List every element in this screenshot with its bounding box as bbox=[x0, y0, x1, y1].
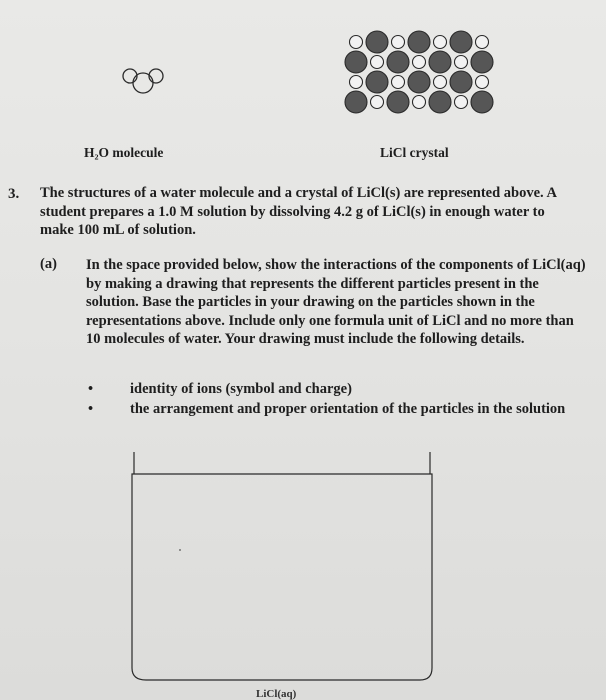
chloride-ion bbox=[345, 51, 367, 73]
detail-text: identity of ions (symbol and charge) bbox=[130, 381, 352, 397]
detail-text: the arrangement and proper orientation of the particles in the solution bbox=[130, 400, 566, 417]
lithium-ion bbox=[371, 56, 384, 69]
bullet-icon: • bbox=[88, 400, 94, 417]
required-details-list bbox=[86, 380, 586, 419]
question-intro: The structures of a water molecule and a crystal of LiCl(s) are represented above. A student prepares a 1.0 M solution by dissolving 4.2 g of LiCl(s) in enough water to make 100 mL of solution. bbox=[40, 185, 557, 238]
chloride-ion bbox=[450, 31, 472, 53]
water-molecule-caption: H₂O molecule bbox=[84, 145, 164, 160]
lithium-ion bbox=[392, 76, 405, 89]
chloride-ion bbox=[387, 91, 409, 113]
part-instructions: In the space provided below, show the interactions of the components of LiCl(aq) by making a drawing that represents the different particles present in the solution. Base the particles in your drawing on the particles shown in the representations above. Include only one formula unit of LiCl and no more than 10 molecules of water. Your drawing must include the following details. bbox=[86, 257, 586, 347]
chloride-ion bbox=[429, 91, 451, 113]
chloride-ion bbox=[387, 51, 409, 73]
lithium-ion bbox=[350, 36, 363, 49]
lithium-ion bbox=[476, 76, 489, 89]
beaker-label: LiCl(aq) bbox=[256, 688, 297, 700]
lithium-ion bbox=[455, 96, 468, 109]
chloride-ion bbox=[408, 71, 430, 93]
chloride-ion bbox=[366, 71, 388, 93]
beaker-outline bbox=[132, 452, 432, 680]
chloride-ion bbox=[345, 91, 367, 113]
lithium-ion bbox=[350, 76, 363, 89]
lithium-ion bbox=[434, 76, 447, 89]
chloride-ion bbox=[471, 91, 493, 113]
chloride-ion bbox=[471, 51, 493, 73]
beaker-drawing-area[interactable] bbox=[0, 440, 606, 700]
chloride-ion bbox=[366, 31, 388, 53]
lithium-ion bbox=[392, 36, 405, 49]
water-molecule-drawing bbox=[123, 69, 163, 93]
licl-crystal-drawing bbox=[345, 31, 493, 113]
licl-crystal-caption: LiCl crystal bbox=[380, 145, 449, 160]
question-number: 3. bbox=[8, 186, 20, 202]
part-label: (a) bbox=[40, 256, 57, 272]
chloride-ion bbox=[450, 71, 472, 93]
chloride-ion bbox=[408, 31, 430, 53]
lithium-ion bbox=[413, 96, 426, 109]
chloride-ion bbox=[429, 51, 451, 73]
lithium-ion bbox=[413, 56, 426, 69]
lithium-ion bbox=[371, 96, 384, 109]
list-item bbox=[86, 400, 586, 419]
lithium-ion bbox=[434, 36, 447, 49]
lithium-ion bbox=[455, 56, 468, 69]
list-item bbox=[86, 380, 586, 399]
lithium-ion bbox=[476, 36, 489, 49]
bullet-icon: • bbox=[88, 381, 94, 397]
